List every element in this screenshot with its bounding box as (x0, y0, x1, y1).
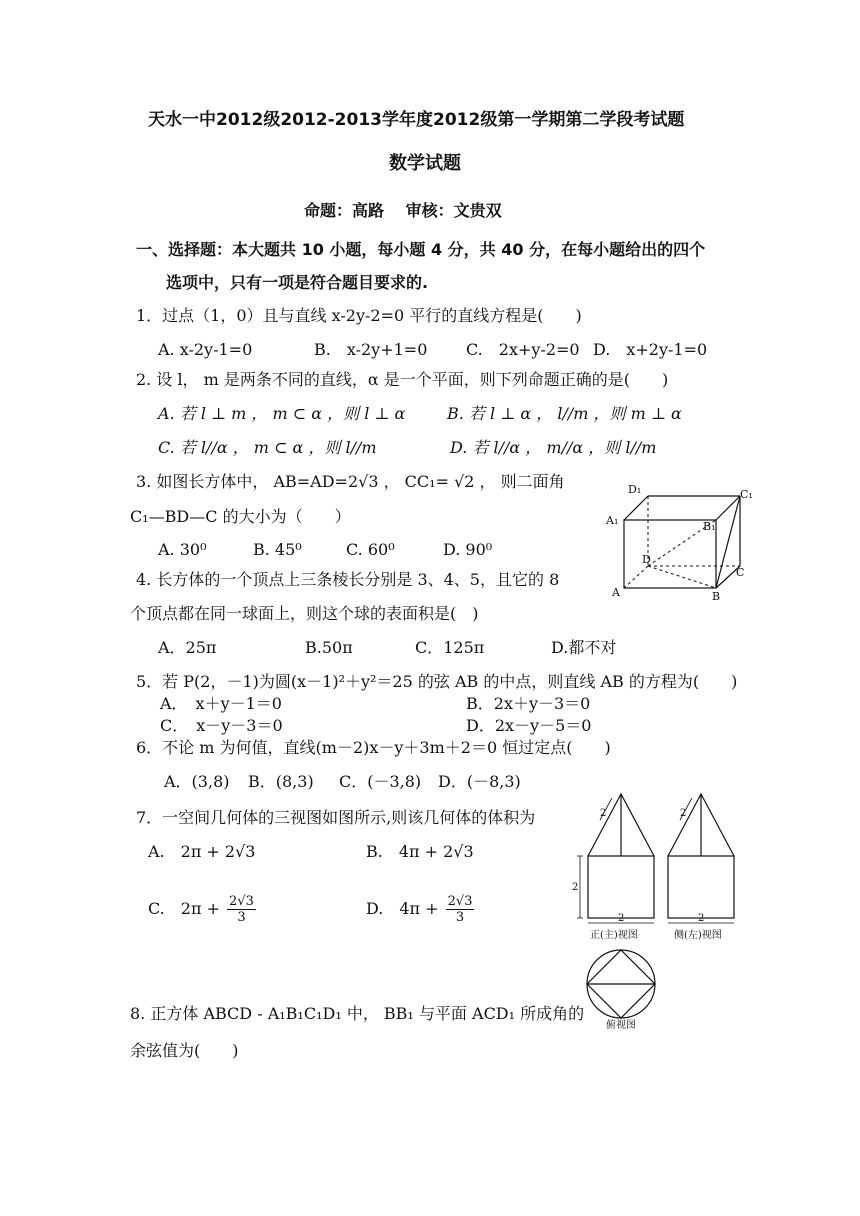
q4-stem-line1: 4. 长方体的一个顶点上三条棱长分别是 3、4、5，且它的 8 (136, 570, 560, 589)
q4-option-b: B.50π (305, 638, 353, 657)
exam-title: 天水一中2012级2012-2013学年度2012级第一学期第二学段考试题 (148, 110, 685, 130)
label-b: B (712, 590, 721, 603)
q5-option-b: B．2x＋y－3＝0 (466, 694, 591, 713)
q8-stem-line1: 8. 正方体 ABCD - A₁B₁C₁D₁ 中， BB₁ 与平面 ACD₁ 所成角的 (130, 1004, 585, 1023)
q7-option-d-prefix: D. 4π + (366, 899, 439, 918)
q2-option-a: A. 若 l ⊥ m ， m ⊂ α ，则 l ⊥ α (158, 404, 406, 423)
q1-stem: 1．过点（1，0）且与直线 x-2y-2=0 平行的直线方程是( ) (136, 306, 582, 325)
q7-option-d-fraction: $\frac{2√3}{3}$ (447, 894, 473, 925)
q5-stem: 5．若 P(2，－1)为圆(x－1)²＋y²＝25 的弦 AB 的中点，则直线 AB 的方程为( ) (136, 672, 738, 691)
q4-option-d: D.都不对 (551, 638, 617, 657)
q7-option-c-prefix: C. 2π + (148, 899, 220, 918)
front-view-square (588, 856, 654, 918)
label-a1: A₁ (606, 514, 619, 527)
q7-option-c (148, 894, 256, 925)
dim-side-width: 2 (698, 913, 705, 924)
q2-option-b: B. 若 l ⊥ α ， l//m ，则 m ⊥ α (447, 404, 682, 423)
side-view-label: 侧(左)视图 (674, 930, 722, 941)
q1-option-a: A. x-2y-1=0 (158, 340, 253, 359)
q7-option-a: A. 2π + 2√3 (148, 842, 256, 861)
authors-line: 命题：高路 审核：文贵双 (304, 201, 502, 220)
q2-stem: 2. 设 l， m 是两条不同的直线，α 是一个平面，则下列命题正确的是( ) (136, 370, 669, 389)
q5-option-d: D．2x－y－5＝0 (466, 716, 592, 735)
q7-option-d (366, 894, 474, 925)
q6-option-a: A．(3,8) (164, 772, 230, 791)
q6-option-c: C．(－3,8) (339, 772, 422, 791)
q6-stem: 6．不论 m 为何值，直线(m－2)x－y＋3m＋2＝0 恒过定点( ) (136, 738, 611, 757)
section-heading-line1: 一、选择题：本大题共 10 小题，每小题 4 分，共 40 分，在每小题给出的四个 (136, 240, 706, 259)
q6-option-d: D．(－8,3) (438, 772, 521, 791)
q1-option-b: B. x-2y+1=0 (314, 340, 428, 359)
label-c1: C₁ (740, 488, 753, 501)
label-d1: D₁ (628, 483, 642, 496)
dim-front-slant: 2 (600, 808, 607, 819)
q7-stem: 7．一空间几何体的三视图如图所示,则该几何体的体积为 (136, 808, 536, 827)
q2-option-c: C. 若 l//α ， m ⊂ α ，则 l//m (158, 438, 377, 457)
q6-option-b: B．(8,3) (248, 772, 314, 791)
q1-option-d: D. x+2y-1=0 (593, 340, 708, 359)
q3-stem-line2: C₁—BD—C 的大小为（ ） (130, 507, 351, 526)
section-heading-line2: 选项中，只有一项是符合题目要求的. (166, 273, 429, 292)
q3-stem-line1: 3. 如图长方体中， AB=AD=2√3 ， CC₁= √2 ， 则二面角 (136, 472, 565, 491)
q7-option-b: B. 4π + 2√3 (366, 842, 474, 861)
label-b1: B₁ (703, 520, 716, 533)
q5-option-c: C． x－y－3＝0 (160, 716, 283, 735)
q1-option-c: C. 2x+y-2=0 (466, 340, 580, 359)
dim-front-width: 2 (618, 913, 625, 924)
q4-stem-line2: 个顶点都在同一球面上，则这个球的表面积是( ) (130, 604, 479, 623)
front-view-label: 正(主)视图 (590, 930, 638, 941)
label-d: D (642, 553, 651, 566)
label-c: C (736, 566, 745, 579)
q2-option-d: D. 若 l//α ， m//α ，则 l//m (450, 438, 657, 457)
q3-option-b: B. 45⁰ (253, 540, 302, 559)
q4-option-a: A．25π (158, 638, 217, 657)
label-a: A (612, 586, 620, 599)
subject-title: 数学试题 (389, 153, 461, 174)
q3-option-a: A. 30⁰ (158, 540, 207, 559)
cuboid-figure (600, 478, 760, 603)
dim-side-slant: 2 (680, 808, 687, 819)
dim-front-height: 2 (572, 882, 579, 893)
q3-option-d: D. 90⁰ (443, 540, 493, 559)
top-view-label: 俯视图 (606, 1020, 636, 1030)
side-view-square (668, 856, 734, 918)
q4-option-c: C．125π (415, 638, 485, 657)
q5-option-a: A． x＋y－1＝0 (160, 694, 282, 713)
q8-stem-line2: 余弦值为( ) (130, 1041, 239, 1060)
q7-option-c-fraction: $\frac{2√3}{3}$ (229, 894, 254, 925)
three-views-figure (570, 780, 750, 1030)
q3-option-c: C. 60⁰ (346, 540, 395, 559)
